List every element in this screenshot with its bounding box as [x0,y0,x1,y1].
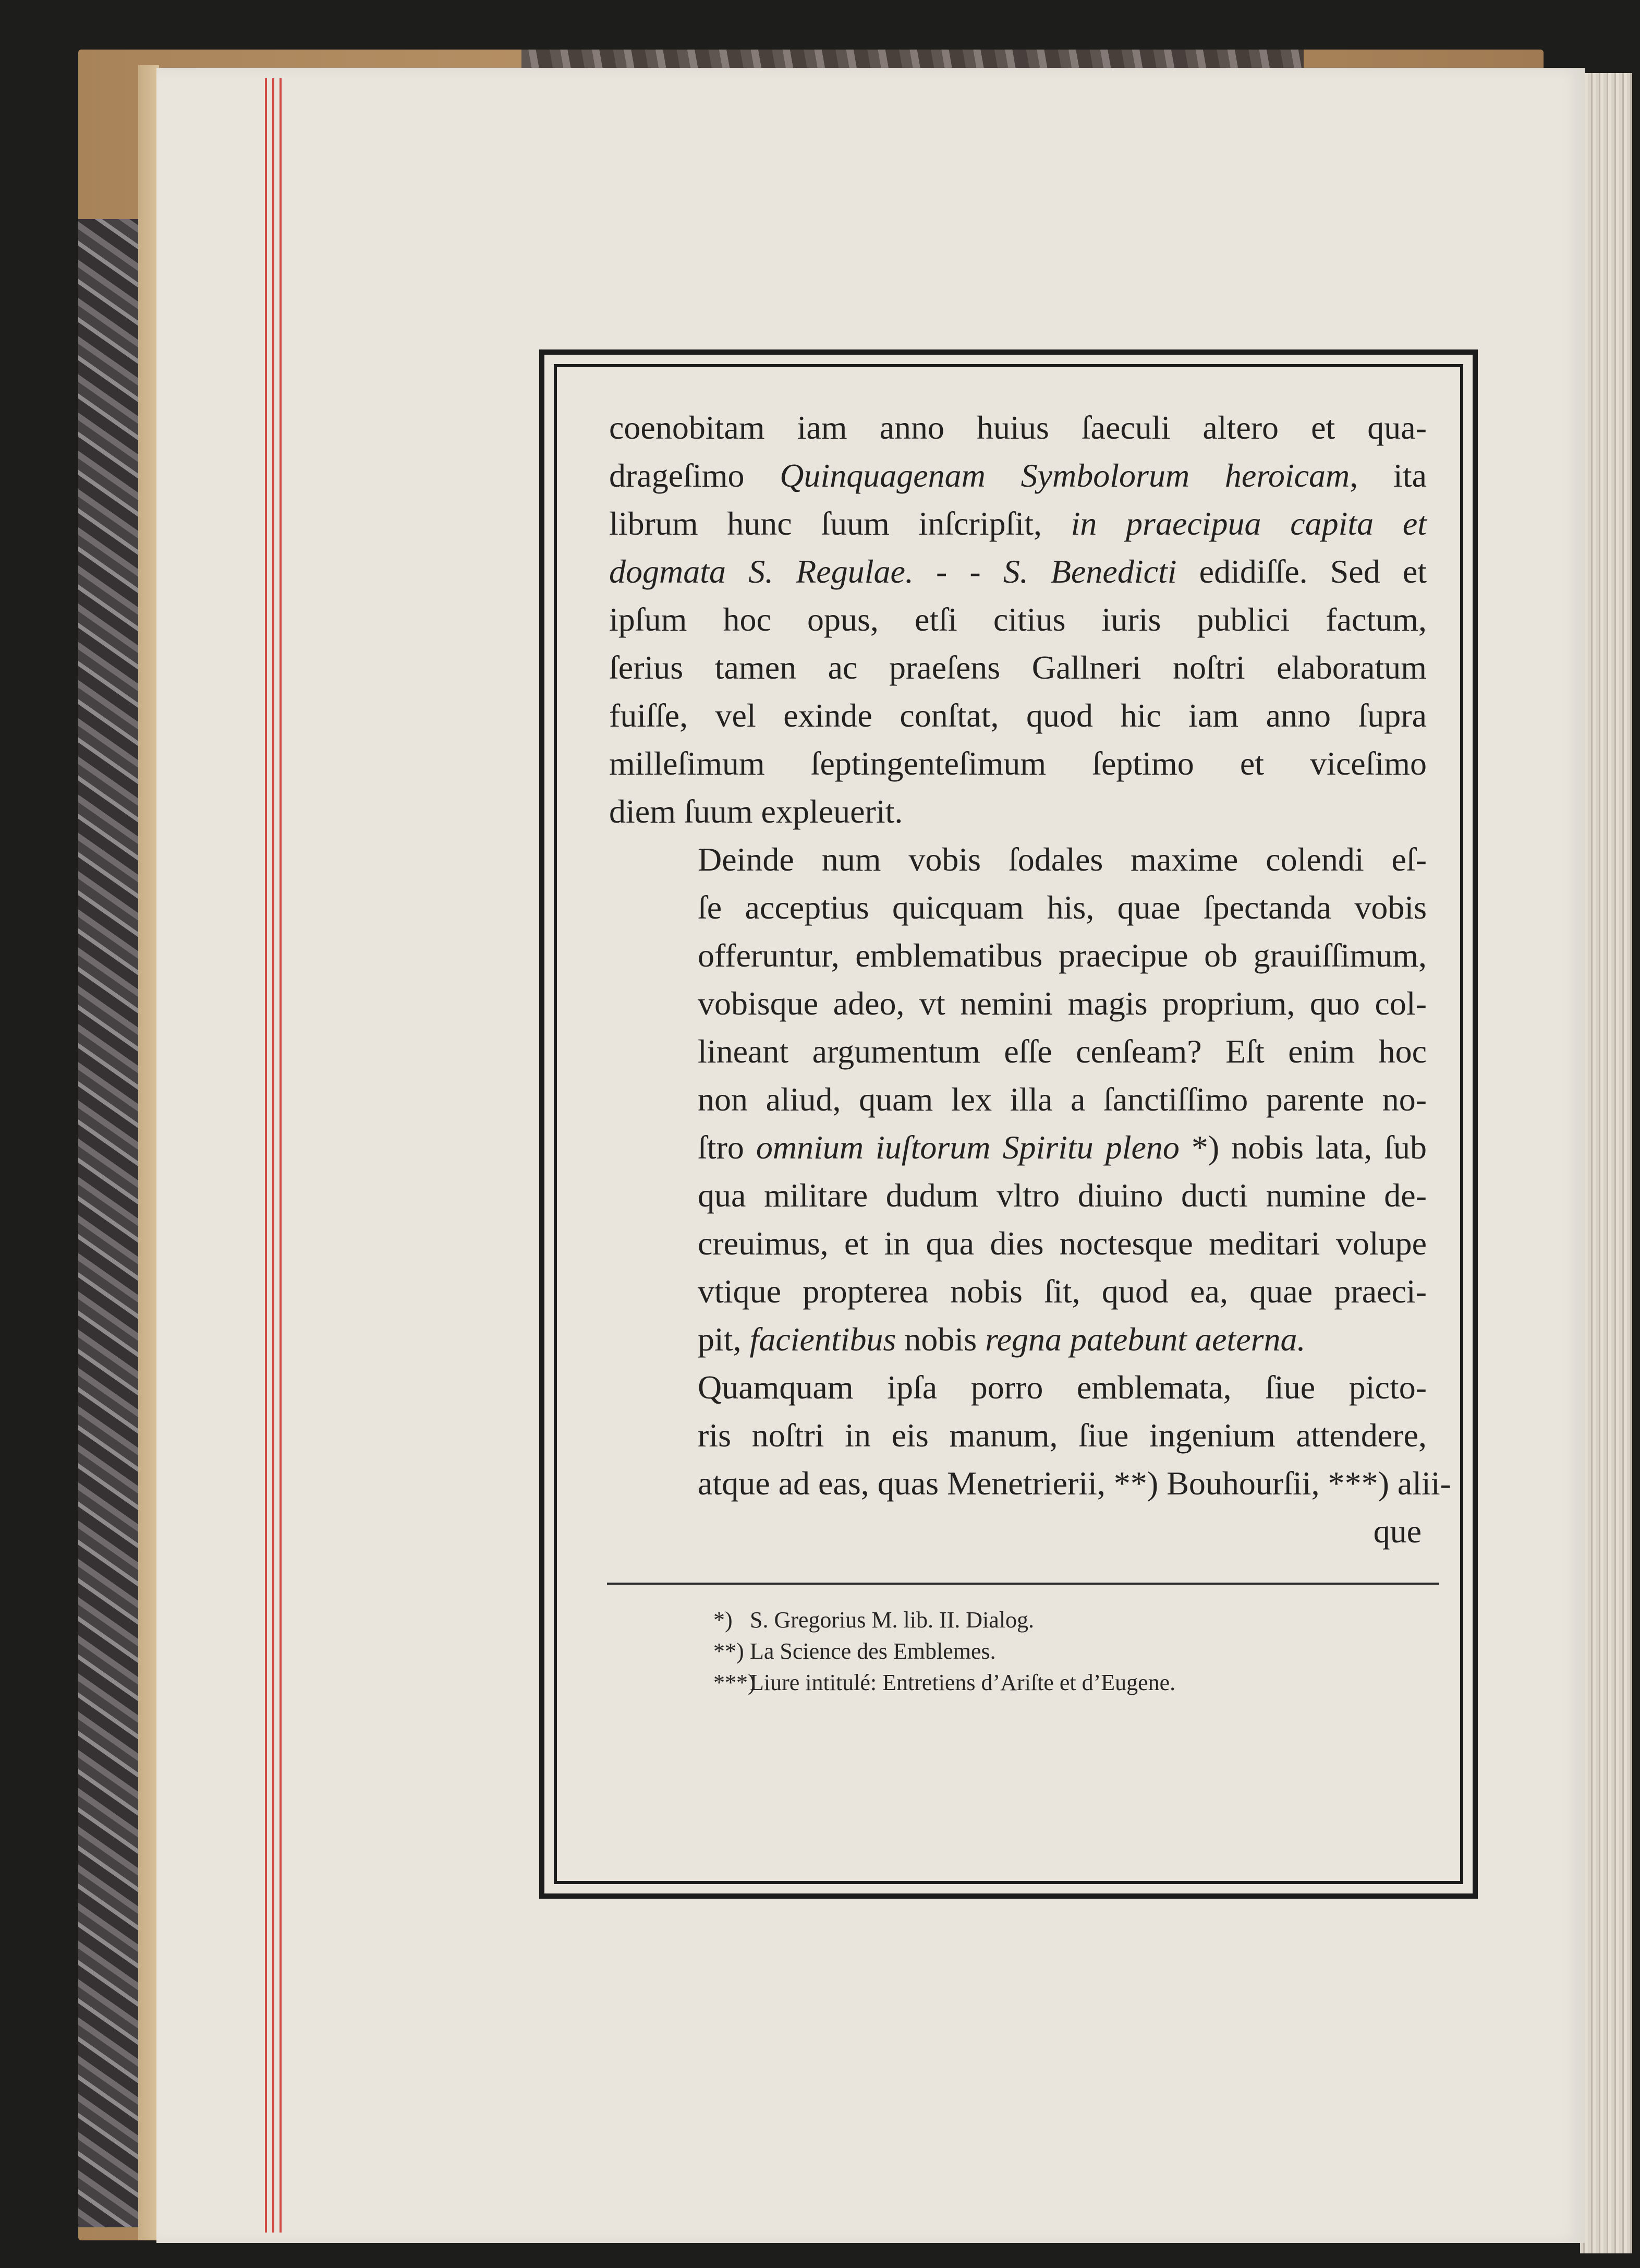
red-margin-rule [265,78,267,2233]
text-frame [539,349,1478,1899]
text-line [609,1268,1427,1316]
paragraph [609,404,1427,836]
text-span: coenobitam iam anno huius ſaeculi altero et qua- [609,409,1427,446]
paragraph [609,836,1427,1364]
text-line [609,1459,1451,1507]
text-line [609,1028,1427,1076]
text-line [609,980,1427,1028]
text-line [609,1076,1427,1124]
italic-text: in praecipua capita et [1071,505,1427,542]
text-line [609,1172,1427,1220]
footnote-text: Liure intitulé: Entretiens d’Ariſte et d’Eugene. [750,1670,1176,1695]
italic-text: regna patebunt aeterna. [985,1321,1306,1358]
text-span: offeruntur, emblematibus praecipue ob grauiſſimum, [698,937,1427,974]
text-span: lineant argumentum eſſe cenſeam? Eſt enim hoc [698,1033,1427,1070]
footnotes [713,1605,1175,1698]
red-margin-rule [272,78,274,2233]
text-span: ſe acceptius quicquam his, quae ſpectanda vobis [698,889,1427,926]
text-span: ipſum hoc opus, etſi citius iuris publici factum, [609,601,1427,638]
footnote-text: S. Gregorius M. lib. II. Dialog. [750,1607,1035,1633]
text-span: ſerius tamen ac praeſens Gallneri noſtri elaboratum [609,649,1427,686]
text-span: nobis [896,1321,986,1358]
footnote-mark: *) [713,1607,733,1633]
text-line [609,1316,1427,1364]
italic-text: Quinquagenam Symbolorum heroicam [780,457,1350,494]
text-span: pit, [698,1321,750,1358]
text-line [609,692,1427,740]
text-span: creuimus, et in qua dies noctesque meditari volupe [698,1225,1427,1262]
italic-text: dogmata S. Regulae. - - S. Benedicti [609,553,1177,590]
text-span: ſtro [698,1129,756,1166]
text-span: diem ſuum expleuerit. [609,793,903,830]
footnote [713,1636,1175,1667]
text-line [609,1412,1427,1459]
marbled-board-top [521,50,1304,70]
text-line [609,932,1427,980]
text-span: fuiſſe, vel exinde conſtat, quod hic iam anno ſupra [609,697,1427,734]
body-text [609,404,1451,1555]
text-line [609,644,1427,692]
paragraph [609,1364,1451,1507]
text-span: vobisque adeo, vt nemini magis proprium, quo col- [698,985,1427,1022]
footnote [713,1667,1175,1698]
text-line [609,836,1427,884]
footnote-mark: ***) [713,1670,756,1695]
text-span: Quamquam ipſa porro emblemata, ſiue picto- [698,1369,1427,1406]
catchword: que [1373,1513,1422,1550]
marbled-board-spine [78,219,146,2227]
endpaper-strip [138,65,159,2240]
book-page [156,68,1585,2243]
text-line [609,548,1427,596]
footnote-mark: **) [713,1638,744,1664]
text-line [609,884,1427,932]
footnote [713,1605,1175,1636]
text-span: Deinde num vobis ſodales maxime colendi eſ- [698,841,1427,878]
text-span: qua militare dudum vltro diuino ducti numine de- [698,1177,1427,1214]
text-span: ris noſtri in eis manum, ſiue ingenium attendere, [698,1417,1427,1454]
text-span: vtique propterea nobis ſit, quod ea, quae praeci- [698,1273,1427,1310]
text-span: atque ad eas, quas Menetrierii, **) Bouhourſii, ***) alii- [698,1465,1451,1502]
text-line [609,788,1427,836]
footnote-text: La Science des Emblemes. [750,1638,996,1664]
red-margin-rule [280,78,282,2233]
italic-text: omnium iuſtorum Spiritu pleno [756,1129,1180,1166]
footnote-rule [607,1583,1439,1585]
text-span: edidiſſe. Sed et [1176,553,1427,590]
text-span: , ita [1350,457,1427,494]
text-line [609,1124,1427,1172]
text-span: non aliud, quam lex illa a ſanctiſſimo parente no- [698,1081,1427,1118]
text-line [609,596,1427,644]
text-span: librum hunc ſuum inſcripſit, [609,505,1071,542]
text-line [609,452,1427,500]
text-span: drageſimo [609,457,780,494]
italic-text: facientibus [749,1321,896,1358]
text-line [609,404,1427,452]
page-edges [1580,73,1632,2253]
text-span: milleſimum ſeptingenteſimum ſeptimo et viceſimo [609,745,1427,782]
text-line [609,1220,1427,1268]
text-line [609,500,1427,548]
text-span: *) nobis lata, ſub [1179,1129,1427,1166]
text-line [609,1364,1427,1412]
text-frame-inner [554,364,1463,1884]
text-line [609,740,1427,788]
